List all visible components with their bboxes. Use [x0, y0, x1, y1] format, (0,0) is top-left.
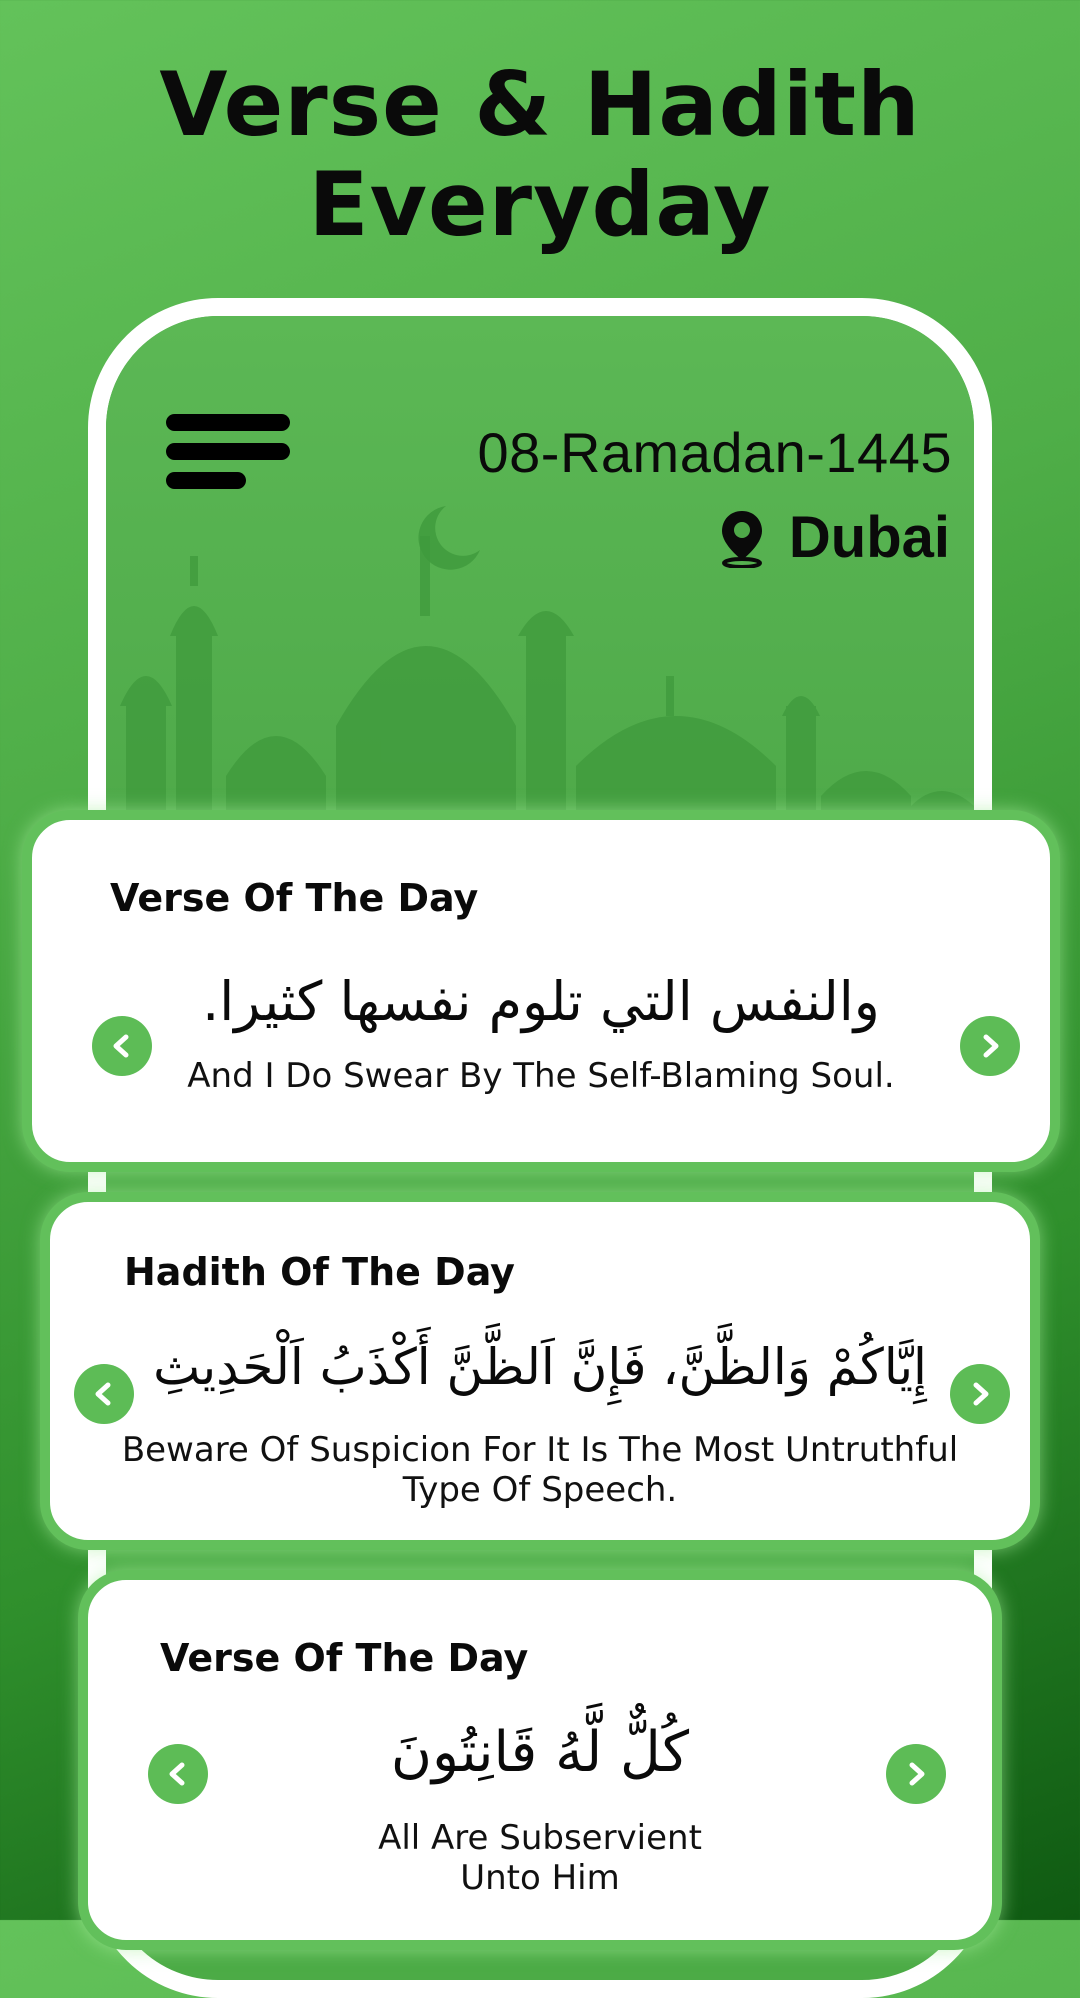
chevron-right-icon: [965, 1379, 995, 1409]
headline: [0, 55, 1080, 255]
chevron-right-icon: [901, 1759, 931, 1789]
arabic-text: كُلٌّ لَّهُ قَانِتُونَ: [390, 1720, 690, 1785]
location-text: Dubai: [788, 505, 950, 570]
chevron-left-icon: [89, 1379, 119, 1409]
translation-line-2: Type Of Speech.: [402, 1470, 678, 1510]
map-pin-icon: [717, 508, 767, 568]
translation-line-1: Beware Of Suspicion For It Is The Most Untruthful: [121, 1430, 959, 1470]
card-title: Verse Of The Day: [110, 876, 479, 920]
location-display[interactable]: [717, 504, 950, 571]
prev-button[interactable]: [74, 1364, 134, 1424]
next-button[interactable]: [950, 1364, 1010, 1424]
hadith-card: [40, 1192, 1040, 1550]
verse-card-2: [78, 1570, 1002, 1950]
card-title: Hadith Of The Day: [124, 1250, 515, 1294]
next-button[interactable]: [960, 1016, 1020, 1076]
chevron-left-icon: [107, 1031, 137, 1061]
hamburger-menu-icon[interactable]: [166, 414, 292, 498]
translation-text: And I Do Swear By The Self-Blaming Soul.: [187, 1056, 895, 1096]
translation-text: [88, 1818, 992, 1898]
phone-header: [106, 316, 974, 846]
translation-line-1: All Are Subservient: [378, 1818, 702, 1858]
prev-button[interactable]: [92, 1016, 152, 1076]
card-title: Verse Of The Day: [160, 1636, 529, 1680]
hijri-date: 08-Ramadan-1445: [477, 421, 952, 484]
translation-line-2: Unto Him: [460, 1858, 620, 1898]
translation-text: [50, 1430, 1030, 1510]
next-button[interactable]: [886, 1744, 946, 1804]
prev-button[interactable]: [148, 1744, 208, 1804]
verse-card-1: [22, 810, 1060, 1172]
headline-line-1: Verse & Hadith: [159, 53, 921, 156]
chevron-right-icon: [975, 1031, 1005, 1061]
chevron-left-icon: [163, 1759, 193, 1789]
arabic-text: والنفس التي تلوم نفسها كثيرا.: [202, 970, 880, 1033]
headline-line-2: Everyday: [308, 153, 772, 256]
arabic-text: إِيَّاكُمْ وَالظَّنَّ، فَإِنَّ اَلظَّنَّ أَكْذَبُ اَلْحَدِيثِ: [153, 1338, 927, 1396]
